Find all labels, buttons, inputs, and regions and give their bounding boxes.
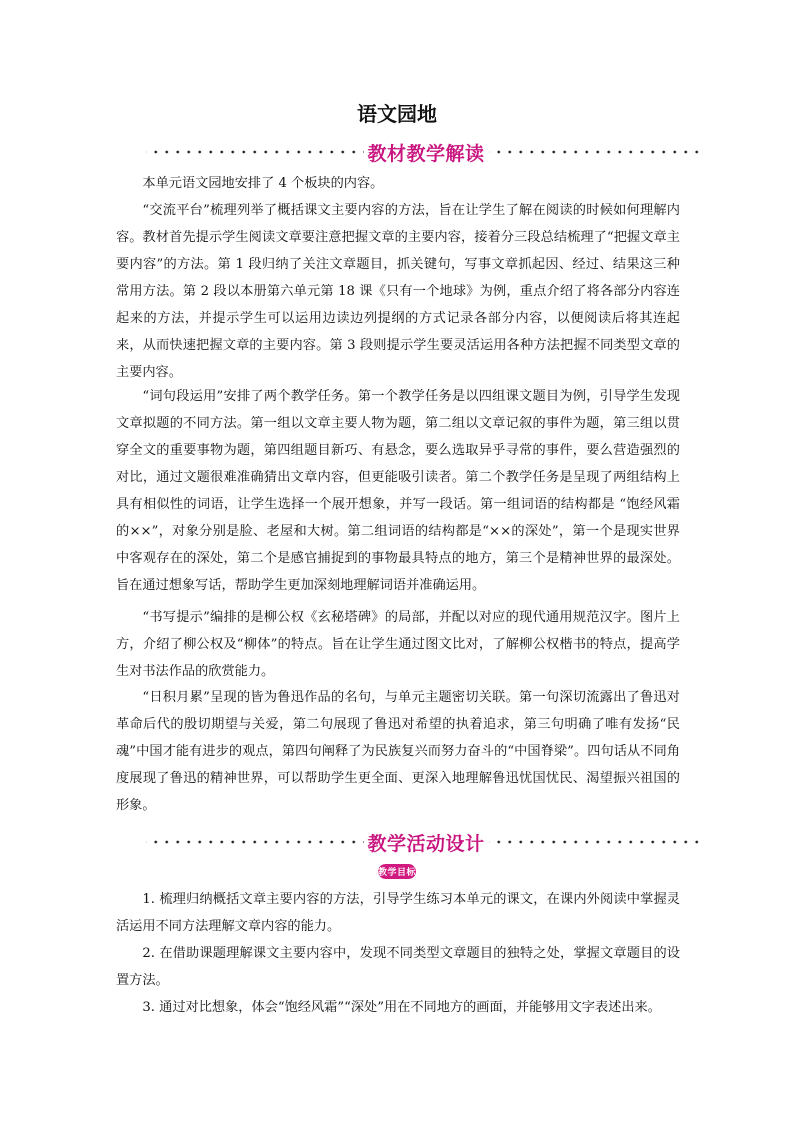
section-banner-activities — [146, 828, 706, 856]
paragraph-writing-tips: “书写提示”编排的是柳公权《玄秘塔碑》的局部，并配以对应的现代通用规范汉字。图片上方，介绍了柳公权及“柳体”的特点。旨在让学生通过图文比对，了解柳公权楷书的特点，提高学生对书法作品的欣赏能力。 — [116, 610, 680, 679]
section-heading-activities: 教学活动设计 — [367, 832, 485, 855]
dotted-rule-right — [489, 840, 707, 844]
dotted-rule-right — [489, 150, 707, 154]
objectives-badge: 教学目标 — [378, 864, 416, 879]
objective-item-3: 3. 通过对比想象，体会“饱经风霜”“深处”用在不同地方的画面，并能够用文字表述出来。 — [142, 1000, 661, 1015]
objective-item-2: 2. 在借助课题理解课文主要内容中，发现不同类型文章题目的独特之处，掌握文章题目的设置方法。 — [116, 946, 680, 988]
objective-item-1: 1. 梳理归纳概括文章主要内容的方法，引导学生练习本单元的课文，在课内外阅读中掌握灵活运用不同方法理解文章内容的能力。 — [116, 892, 680, 934]
dotted-rule-left — [146, 840, 364, 844]
paragraph-exchange-platform: “交流平台”梳理列举了概括课文主要内容的方法，旨在让学生了解在阅读的时候如何理解内容。教材首先提示学生阅读文章要注意把握文章的主要内容，接着分三段总结梳理了“把握文章主要内容”的方法。第 1 段归纳了关注文章题目，抓关键句，写事文章抓起因、经过、结果这三种常用方法。第 2 段以本册第六单元第 18 课《只有一个地球》为例，重点介绍了将各部分内容连起来的方法，并提示学生可以运用边读边列提纲的方式记录各部分内容，以便阅读后将其连起来，从而快速把握文章的主要内容。第 3 段则提示学生要灵活运用各种方法把握不同类型文章的主要内容。 — [116, 203, 680, 380]
intro-paragraph: 本单元语文园地安排了 4 个板块的内容。 — [142, 176, 384, 191]
section-heading-reading: 教材教学解读 — [367, 142, 485, 165]
section-banner-reading — [146, 138, 706, 166]
paragraph-word-sentence-use: “词句段运用”安排了两个教学任务。第一个教学任务是以四组课文题目为例，引导学生发现文章拟题的不同方法。第一组以文章主要人物为题，第二组以文章记叙的事件为题，第三组以贯穿全文的重要事物为题，第四组题目新巧、有悬念，要么选取异乎寻常的事件，要么营造强烈的对比，通过文题很难准确猜出文章内容，但更能吸引读者。第二个教学任务是呈现了两组结构上具有相似性的词语，让学生选择一个展开想象，并写一段话。第一组词语的结构都是 “饱经风霜的××”，对象分别是脸、老屋和大树。第二组词语的结构都是“××的深处”，第一个是现实世界中客观存在的深处，第二个是感官捕捉到的事物最具特点的地方，第三个是精神世界的最深处。旨在通过想象写话，帮助学生更加深刻地理解词语并准确运用。 — [116, 389, 680, 593]
paragraph-daily-accumulation: “日积月累”呈现的皆为鲁迅作品的名句，与单元主题密切关联。第一句深切流露出了鲁迅对革命后代的殷切期望与关爱，第二句展现了鲁迅对希望的执着追求，第三句明确了唯有发扬“民魂”中国才能有进步的观点，第四句阐释了为民族复兴而努力奋斗的“中国脊梁”。四句话从不同角度展现了鲁迅的精神世界，可以帮助学生更全面、更深入地理解鲁迅忧国忧民、渴望振兴祖国的形象。 — [116, 690, 680, 813]
dotted-rule-left — [146, 150, 364, 154]
page-title: 语文园地 — [357, 102, 437, 126]
